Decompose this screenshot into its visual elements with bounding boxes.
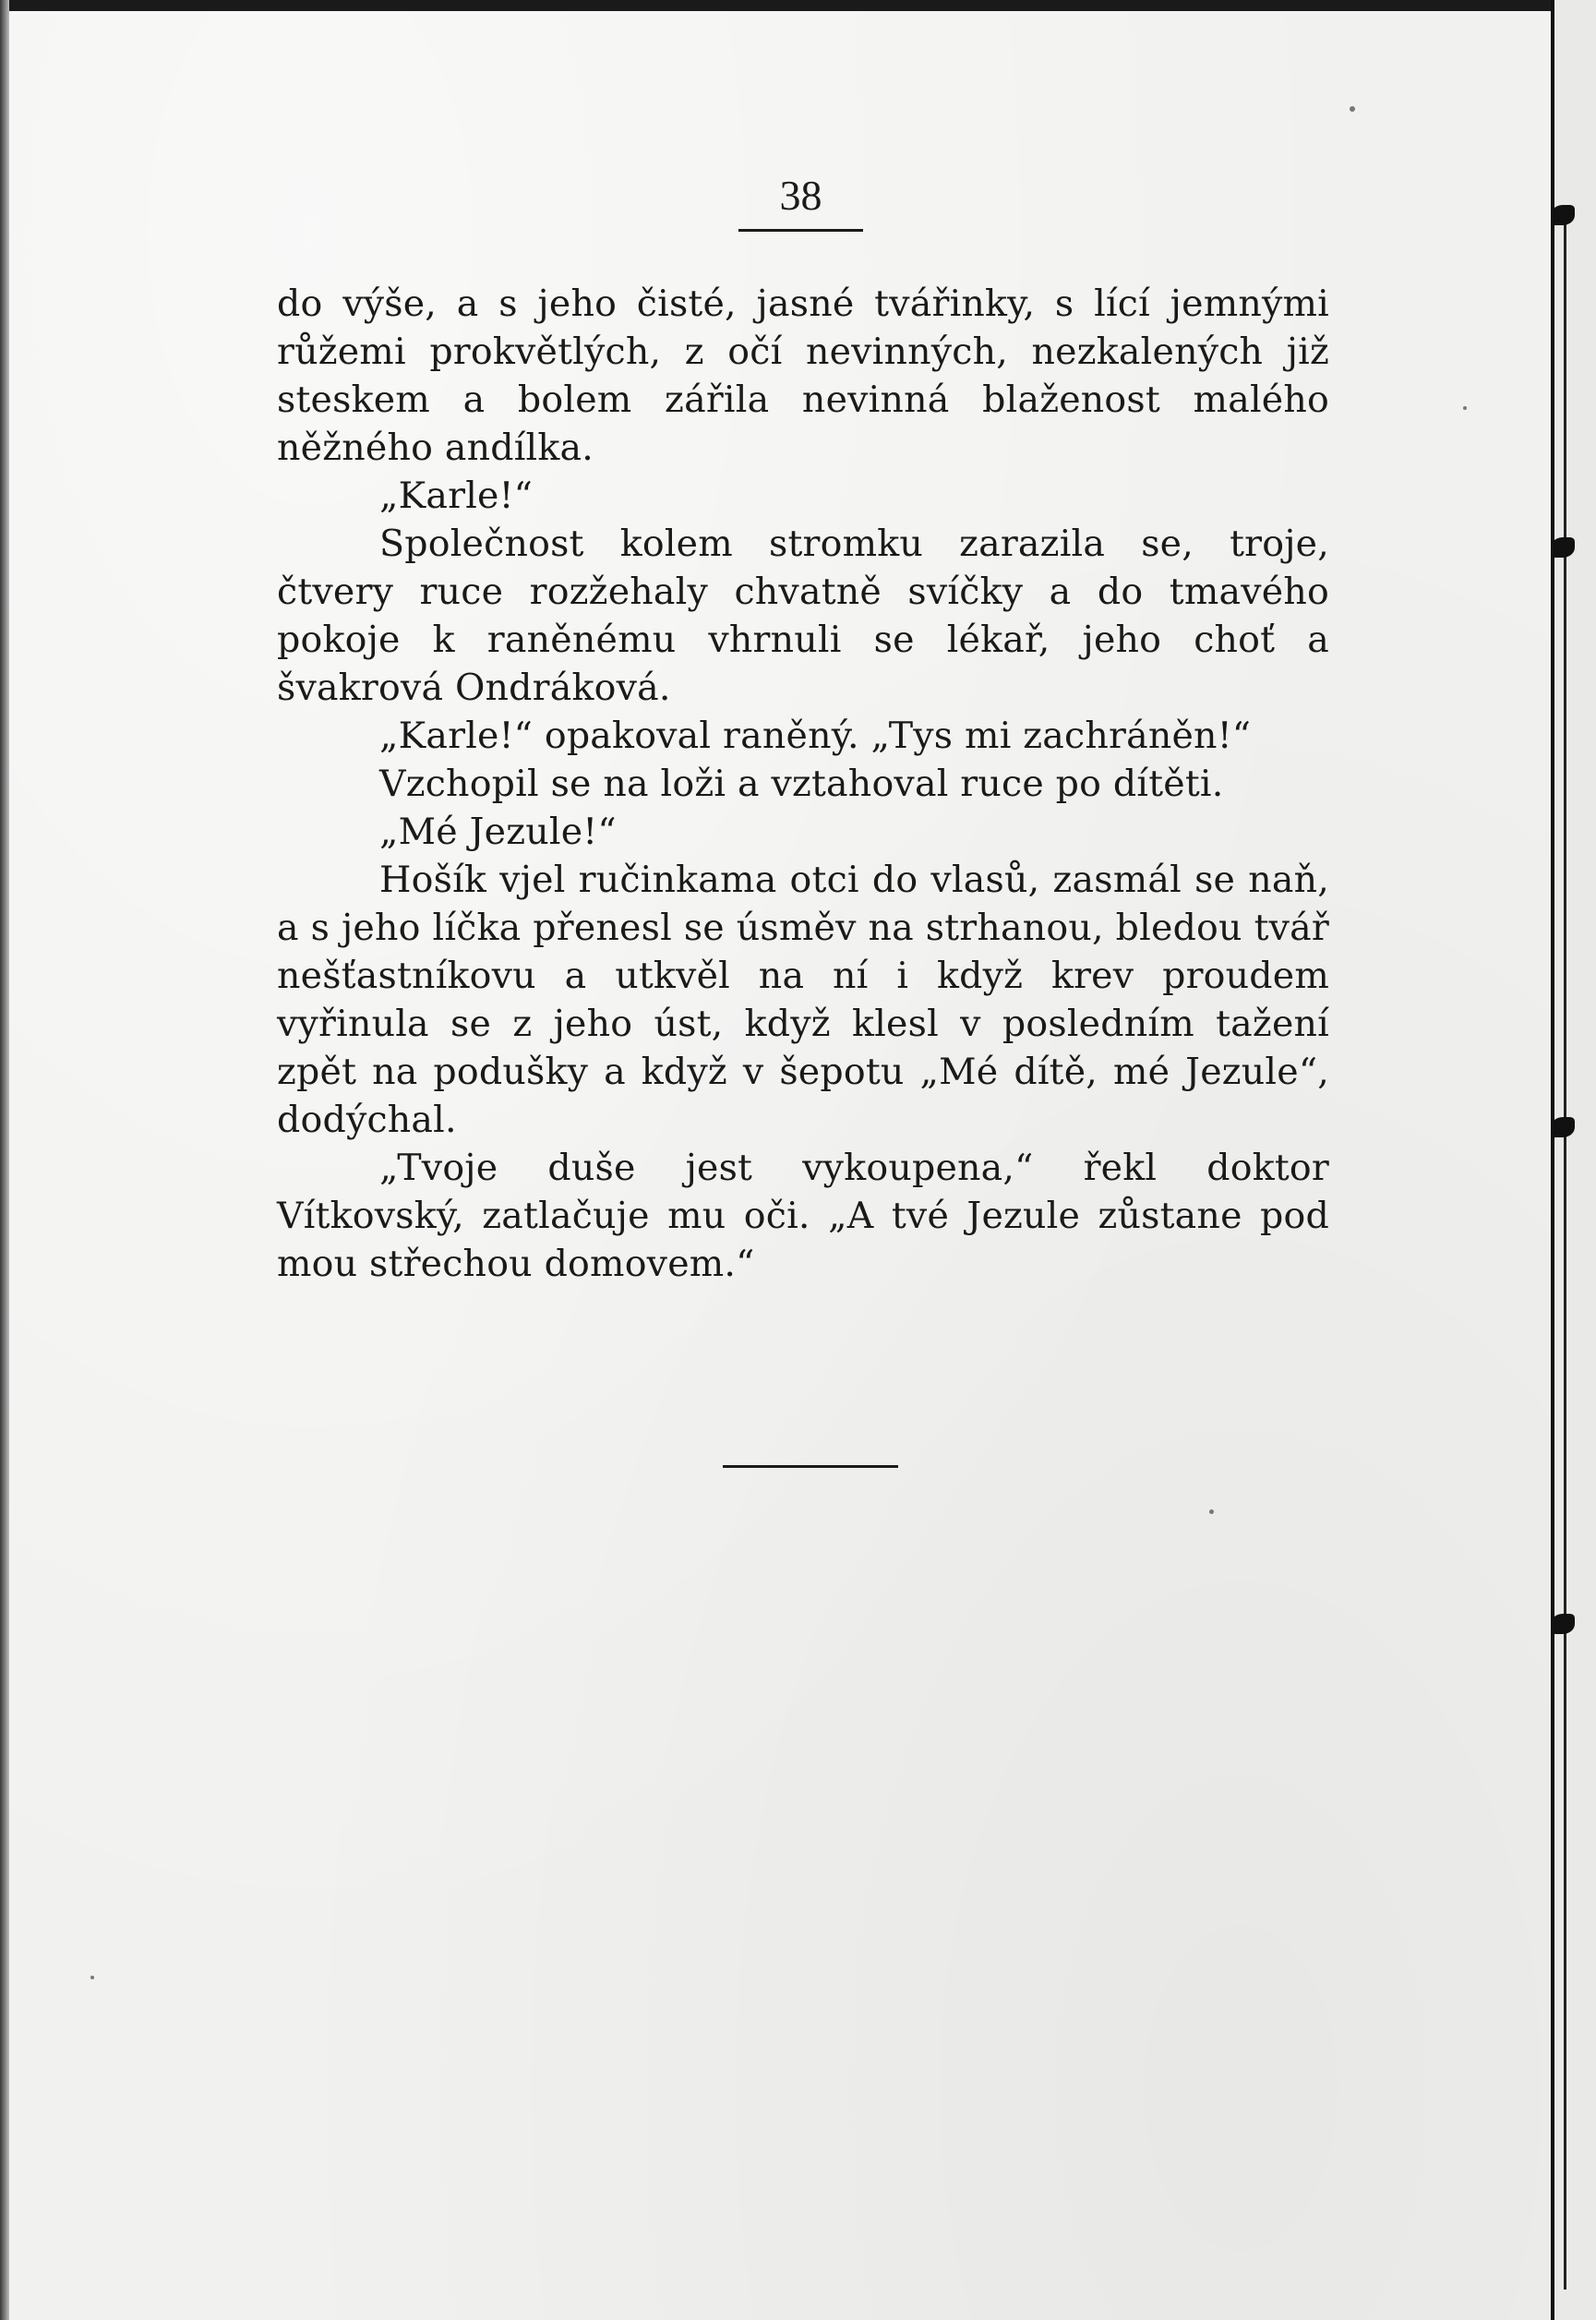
paragraph: „Karle!“ opakoval raněný. „Tys mi zachráněn!“ — [379, 715, 1252, 757]
scan-speck — [90, 1976, 94, 1979]
chapter-end-rule — [723, 1465, 898, 1468]
scan-left-border — [0, 0, 9, 2320]
scan-speck — [1350, 106, 1355, 112]
scan-top-border — [0, 0, 1596, 11]
page-binding-edge — [1551, 0, 1596, 2320]
binding-mark — [1551, 1614, 1575, 1634]
binding-mark — [1551, 537, 1575, 558]
binding-mark — [1551, 205, 1575, 225]
paragraph: Vzchopil se na loži a vztahoval ruce po dítěti. — [379, 763, 1224, 805]
binding-mark — [1551, 1117, 1575, 1137]
paragraph: „Karle!“ — [379, 475, 534, 517]
paragraph: do výše, a s jeho čisté, jasné tvářinky, s lící jemnými růžemi prokvětlých, z očí nevinných, nezkalených již steskem a bolem zářila nevinná blaženost malého něžného andílka. — [277, 282, 1329, 469]
body-text — [277, 280, 1329, 1288]
scan-speck — [1209, 1509, 1214, 1514]
binding-spine-line — [1564, 212, 1566, 2290]
paragraph: Hošík vjel ručinkama otci do vlasů, zasmál se naň, a s jeho líčka přenesl se úsměv na strhanou, bledou tvář nešťastníkovu a utkvěl na ní i když krev proudem vyřinula se z jeho úst, když klesl v posledním tažení zpět na podušky a když v šepotu „Mé dítě, mé Jezule“, dodýchal. — [277, 859, 1329, 1141]
paragraph: Společnost kolem stromku zarazila se, troje, čtvery ruce rozžehaly chvatně svíčky a do tmavého pokoje k raněnému vhrnuli se lékař, jeho choť a švakrová Ondráková. — [277, 523, 1329, 709]
paragraph: „Mé Jezule!“ — [379, 811, 617, 853]
paragraph: „Tvoje duše jest vykoupena,“ řekl doktor Vítkovský, zatlačuje mu oči. „A tvé Jezule zůstane pod mou střechou domovem.“ — [277, 1147, 1329, 1285]
page-number: 38 — [738, 171, 863, 232]
scan-speck — [1463, 406, 1467, 410]
